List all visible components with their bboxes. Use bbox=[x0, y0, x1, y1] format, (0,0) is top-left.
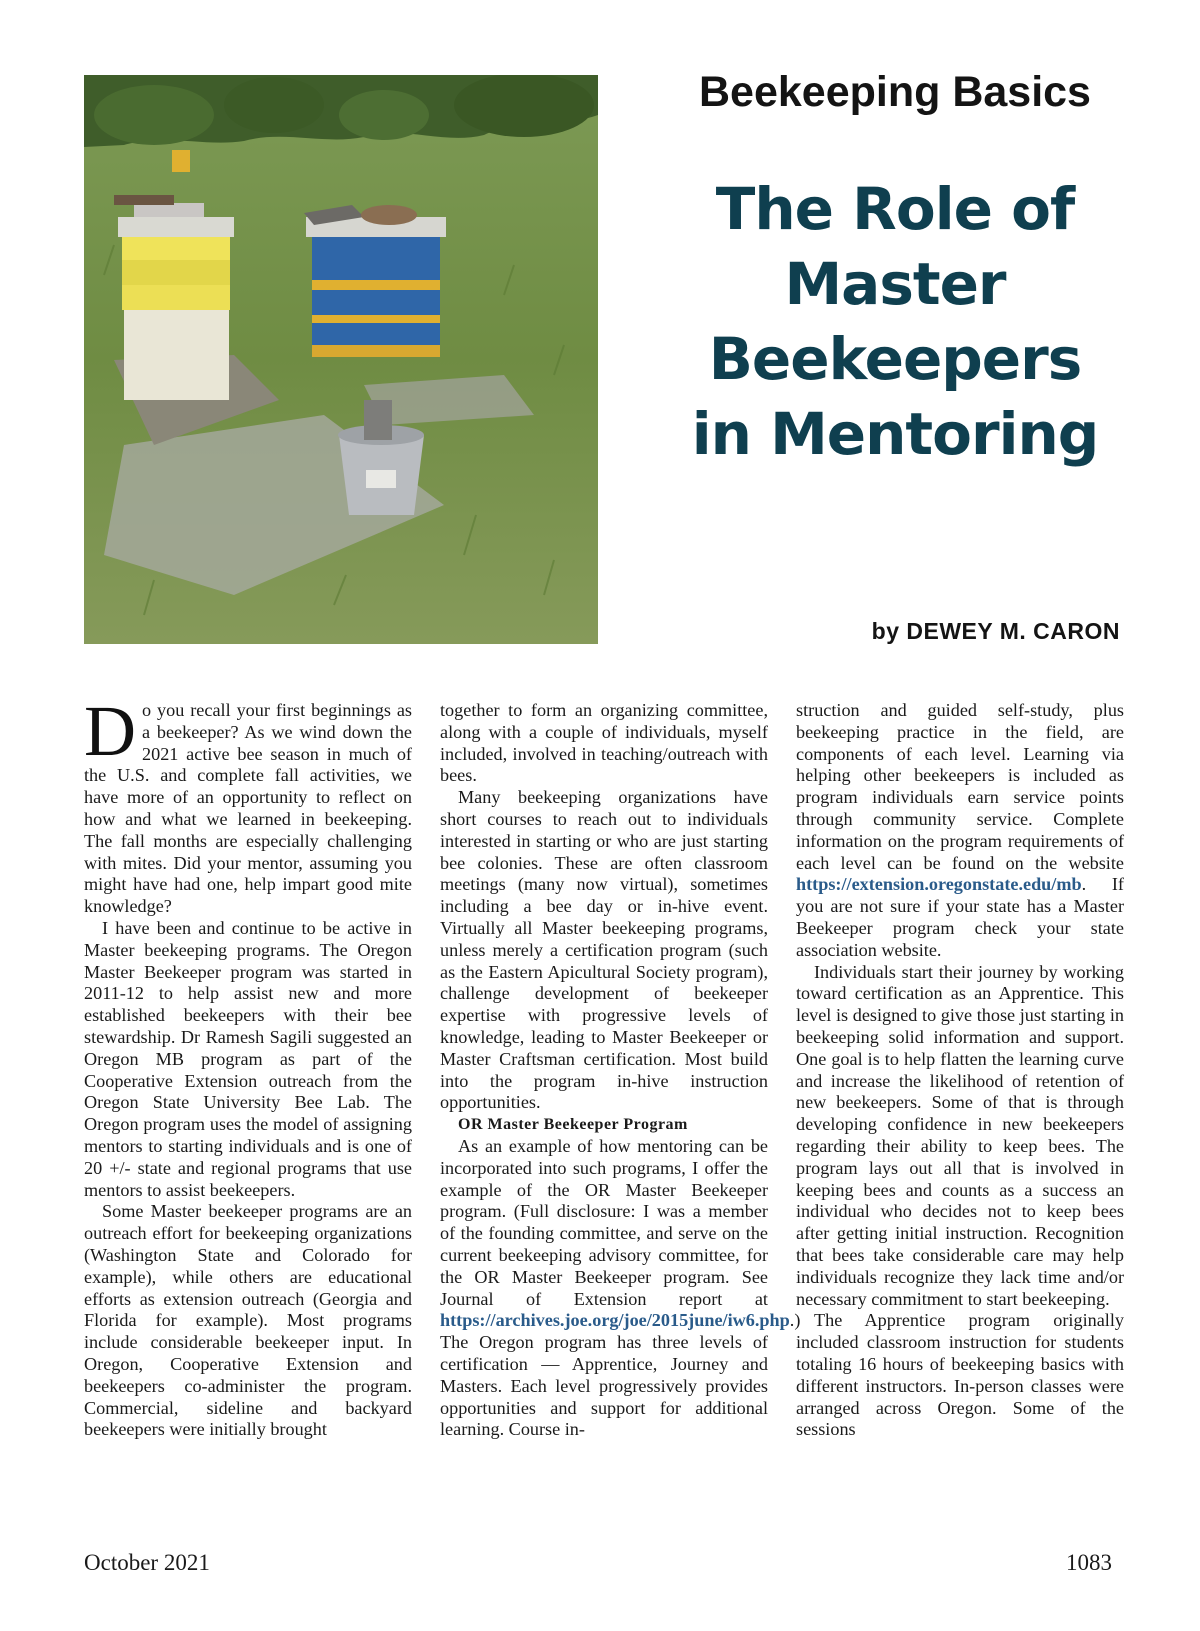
paragraph-text: As an example of how mentoring can be incorporated into such programs, I offer the example of the OR Master Beekeeper program. (Full disclosure: I was a member of the founding committee, and serve on the current beekeeping advisory committee, for the OR Master Beekeeper program. See Journal of Extension report at bbox=[440, 1135, 768, 1309]
extension-website-link[interactable]: https://extension.oregonstate.edu/mb bbox=[796, 874, 1082, 895]
paragraph-text: .) The Oregon program has three levels of certification — Apprentice, Journey and Masters. Each level progressively provides opportunities and support for additional learning. Course in- bbox=[440, 1310, 801, 1440]
paragraph: Many beekeeping organizations have short courses to reach out to individuals interested in starting or who are just starting bee colonies. These are often classroom meetings (many now virtual), sometimes including a bee day or in-hive event. Virtually all Master beekeeping programs, unless merely a certification program (such as the Eastern Apicultural Society program), challenge development of beekeeper expertise with progressive levels of knowledge, leading to Master Beekeeper or Master Craftsman certification. Most build into the program in-hive instruction opportunities. bbox=[440, 787, 768, 1113]
paragraph-text: . If you are not sure if your state has a Master Beekeeper program check your state association website. bbox=[796, 874, 1124, 960]
page-number: 1083 bbox=[1066, 1550, 1112, 1575]
article-photo bbox=[84, 75, 598, 644]
series-title: Beekeeping Basics bbox=[699, 68, 1091, 116]
beehives-in-field-icon bbox=[84, 75, 598, 644]
article-column-2 bbox=[440, 700, 801, 1441]
title-line: in Mentoring bbox=[691, 400, 1099, 468]
paragraph: I have been and continue to be active in Master beekeeping programs. The Oregon Master Beekeeper program was started in 2011-12 to help assist new and more established beekeepers with their bee stewardship. Dr Ramesh Sagili suggested an Oregon MB program as part of the Cooperative Extension outreach from the Oregon State University Bee Lab. The Oregon program uses the model of assigning mentors to starting individuals and is one of 20 +/- state and regional programs that use mentors to assist beekeepers. bbox=[84, 917, 412, 1200]
title-line: The Role of bbox=[715, 175, 1075, 243]
paragraph: Some Master beekeeper programs are an outreach effort for beekeeping organizations (Washington State and Colorado for example), while others are educational efforts as extension outreach (Georgia and Florida for example). Most programs include considerable beekeeper input. In Oregon, Cooperative Extension and beekeepers co-administer the program. Commercial, sideline and backyard beekeepers were initially brought bbox=[84, 1201, 412, 1440]
paragraph bbox=[440, 1135, 801, 1441]
article-column-1 bbox=[84, 691, 412, 1441]
joe-report-link[interactable]: https://archives.joe.org/joe/2015june/iw6.php bbox=[440, 1310, 790, 1331]
issue-date: October 2021 bbox=[84, 1550, 210, 1575]
article-title bbox=[640, 172, 1150, 472]
paragraph bbox=[84, 691, 412, 918]
drop-cap: D bbox=[84, 691, 136, 771]
paragraph: together to form an organizing committee, along with a couple of individuals, myself included, involved in teaching/outreach with bees. bbox=[440, 700, 768, 786]
paragraph bbox=[796, 700, 1124, 962]
article-column-3 bbox=[796, 700, 1124, 1441]
paragraph-text: o you recall your first beginnings as a beekeeper? As we wind down the 2021 active bee season in much of the U.S. and complete fall activities, we have more of an opportunity to reflect on how and what we learned in beekeeping. The fall months are especially challenging with mites. Did your mentor, assuming you might have had one, help impart good mite knowledge? bbox=[84, 700, 412, 917]
paragraph-text: struction and guided self-study, plus beekeeping practice in the field, are components of each level. Learning via helping other beekeepers is included as program individuals earn service points through community service. Complete information on the program requirements of each level can be found on the website bbox=[796, 700, 1124, 873]
paragraph: The Apprentice program originally included classroom instruction for students totaling 16 hours of beekeeping basics with different instructors. In-person classes were arranged across Oregon. Some of the sessions bbox=[796, 1310, 1124, 1440]
section-heading: OR Master Beekeeper Program bbox=[458, 1116, 688, 1134]
byline: by DEWEY M. CARON bbox=[871, 618, 1120, 644]
paragraph: Individuals start their journey by working toward certification as an Apprentice. This level is designed to give those just starting in beekeeping solid information and support. One goal is to help flatten the learning curve and increase the likelihood of retention of new beekeepers. Some of that is through developing confidence in new beekeepers regarding their ability to keep bees. The program lays out all that is involved in keeping bees and counts as a success an individual who decides not to keep bees after getting initial instruction. Recognition that bees take considerable care may help individuals recognize they lack time and/or necessary commitment to start beekeeping. bbox=[796, 961, 1124, 1309]
title-line: Beekeepers bbox=[708, 325, 1082, 393]
title-line: Master bbox=[784, 250, 1006, 318]
